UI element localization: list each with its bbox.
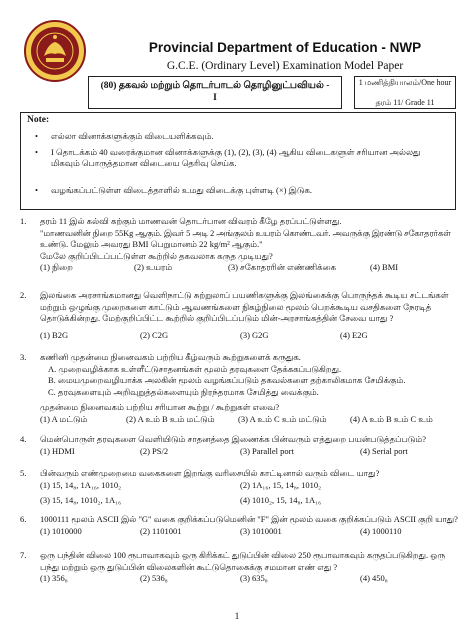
option-1[interactable]: (1) A மட்டும் xyxy=(40,413,88,424)
option-1[interactable]: (1) நிறை xyxy=(40,262,73,272)
note-item: • வழங்கப்பட்டுள்ள விடைத்தாளில் உமது விடைக்கு புள்ளடி (×) இடுக. xyxy=(35,185,313,195)
subject-box xyxy=(88,76,342,109)
provincial-emblem-icon xyxy=(24,20,86,82)
option-4[interactable]: (4) Serial port xyxy=(360,445,408,456)
bullet-icon: • xyxy=(35,131,38,141)
question-1: 1. தரம் 11 இல் கல்வி கற்கும் மாணவன் தொடர்பான விவரம் கீழே தரப்பட்டுள்ளது. "மாணவனின் நிறை 55Kg ஆகும். இவர் 5 அடி 2 அங்குலம் உயரம் கொண்டவர். அவருக்கு இரண்டு சகோதரர்கள் உண்டு. மேலும் அவரது BMI பெறுமானம் 22 kg/m² ஆகும்." மேலே குறிப்பிடப்பட்டுள்ள கூற்றில் தகவலாக கருத முடியது? (1) நிறை (2) உயரம் (3) சகோதரரின் எண்ணிக்கை (4) BMI xyxy=(20,216,451,272)
note-item: • எல்லா வினாக்களுக்கும் விடையளிக்கவும். xyxy=(35,131,214,141)
option-3[interactable]: (3) 635₈ xyxy=(240,573,268,583)
note-title: Note: xyxy=(27,115,50,125)
question-4: 4. மென்பொருள் தரவுகளை வெளியிடும் சாதனத்தை இணைக்க பின்வரும் எத்துறை பயன்படுத்தப்படும்? (1) HDMI (2) PS/2 (3) Parallel port (4) Serial port xyxy=(20,434,426,456)
option-3[interactable]: (3) 1010001 xyxy=(240,525,282,536)
option-4[interactable]: (4) A உம் B உம் C உம் xyxy=(350,413,433,424)
option-4[interactable]: (4) 1000110 xyxy=(360,525,402,536)
question-6: 6. 1000111 மூலம் ASCII இல் "G" வகை குறிக்கப்படுமெனின் "F" இன் மூலம் வகை குறிக்கப்படும் ASCII குறி யாது? (1) 1010000 (2) 1101001 (3) 1010001 (4) 1000110 xyxy=(20,514,458,536)
question-5: 5. பின்வரும் எண்முறைமை வகைகளை இறங்கு வரிசையில் காட்டினால் வரும் விடை யாது? (1) 15, 14₈, 1A₁₆, 1010₂ (2) 1A₁₆, 15, 14₈, 1010₂ (3) 15, 14₈, 1010₂, 1A₁₆ (4) 1010₂, 15, 14₈, 1A₁₆ xyxy=(20,468,380,505)
option-4[interactable]: (4) 1010₂, 15, 14₈, 1A₁₆ xyxy=(240,494,322,505)
option-1[interactable]: (1) 15, 14₈, 1A₁₆, 1010₂ xyxy=(40,479,122,490)
duration-box xyxy=(354,76,456,109)
option-2[interactable]: (2) PS/2 xyxy=(140,445,169,456)
page-title: Provincial Department of Education - NWP xyxy=(148,40,422,55)
note-item: • I தொடக்கம் 40 வரைக்குமான வினாக்களுக்கு (1), (2), (3), (4) ஆகிய விடைகளுள் சரியான அல்லது மிகவும் பொருத்தமான விடையை தெரிவு செய்க. xyxy=(35,147,421,168)
note-box xyxy=(20,112,456,210)
bullet-icon: • xyxy=(35,185,38,195)
question-7: 7. ஒரு பந்தின் விலை 100 ரூபாவாகவும் ஒரு கிரிக்கட் துடுப்பின் விலை 250 ரூபாவாகவும் கருதப்படுகிறது. ஒரு பந்து மற்றும் ஒரு துடுப்பின் விலைகளின் கூட்டுதொகைக்கு சமமான எண் எது ? (1) 356₈ (2) 536₈ (3) 635₈ (4) 450₈ xyxy=(20,550,446,583)
option-3[interactable]: (3) 15, 14₈, 1010₂, 1A₁₆ xyxy=(40,494,122,505)
option-1[interactable]: (1) 1010000 xyxy=(40,525,82,536)
option-3[interactable]: (3) A உம் C உம் மட்டும் xyxy=(238,413,327,424)
page-subtitle: G.C.E. (Ordinary Level) Examination Model Paper xyxy=(166,60,404,72)
page-number: 1 xyxy=(234,611,240,621)
question-3: 3. கணினி முதன்மை நினைவகம் பற்றிய கீழ்வரும் கூற்றுகளைக் கருதுக. A. முறைவழிக்காக உள்ளீட்டுசாதனங்கள் மூலம் தரவுகளை தேக்ககப்படுகிறது. B. மையமுறைவழியாக்க அலகின் மூலம் வழங்கப்படும் தகவல்களை தற்காலிகமாக சேமிக்கும். C. தரவுகளையும் அறிவுறுத்தல்களையும் நிரந்தரமாக சேமித்து வைக்கும். முதன்மை நினைவகம் பற்றிய சரியான கூற்று / கூற்றுகள் எவை? (1) A மட்டும் (2) A உம் B உம் மட்டும் (3) A உம் C உம் மட்டும் (4) A உம் B உம் C உம் xyxy=(20,352,433,424)
option-3[interactable]: (3) G2G xyxy=(240,329,269,340)
option-4[interactable]: (4) 450₈ xyxy=(360,573,388,583)
option-2[interactable]: (2) உயரம் xyxy=(134,262,173,272)
bullet-icon: • xyxy=(35,147,38,157)
option-2[interactable]: (2) 1101001 xyxy=(140,525,182,536)
duration: 1 மணித்தியாலம்/One hour xyxy=(358,78,452,87)
option-4[interactable]: (4) E2G xyxy=(340,329,368,340)
option-1[interactable]: (1) B2G xyxy=(40,329,69,340)
subject-name: (80) தகவல் மற்றும் தொடர்பாடல் தொழினுட்பவியல் - xyxy=(100,81,330,91)
option-2[interactable]: (2) 536₈ xyxy=(140,573,168,583)
option-2[interactable]: (2) A உம் B உம் மட்டும் xyxy=(126,413,215,424)
option-1[interactable]: (1) 356₈ xyxy=(40,573,68,583)
option-1[interactable]: (1) HDMI xyxy=(40,445,75,456)
option-3[interactable]: (3) சகோதரரின் எண்ணிக்கை xyxy=(228,262,337,272)
option-2[interactable]: (2) 1A₁₆, 15, 14₈, 1010₂ xyxy=(240,479,322,490)
option-3[interactable]: (3) Parallel port xyxy=(240,445,294,456)
paper-number: I xyxy=(213,93,217,103)
grade: தரம் 11/ Grade 11 xyxy=(375,98,435,107)
question-2: 2. இலங்கை அரசாங்கமானது வெளிநாட்டு சுற்றுலாப் பயணிகளுக்கு இலங்கைக்கு பொருந்தக் கூடிய சட்டங்கள் மற்றும் ஒழுங்கு முறைகளை காட்டும் ஆவணங்களை நிகழ்நிலை மூலம் பெறக்கூடிய வசதிகளை நேரடித் தொடுக்கின்றது. மேற்குறிப்பிட்ட கூற்றில் குறிப்பிடப்படும் மின்-அரசாங்கத்தின் சேவை யாது ? (1) B2G (2) C2G (3) G2G (4) E2G xyxy=(20,290,449,340)
option-4[interactable]: (4) BMI xyxy=(370,262,399,272)
option-2[interactable]: (2) C2G xyxy=(140,329,169,340)
